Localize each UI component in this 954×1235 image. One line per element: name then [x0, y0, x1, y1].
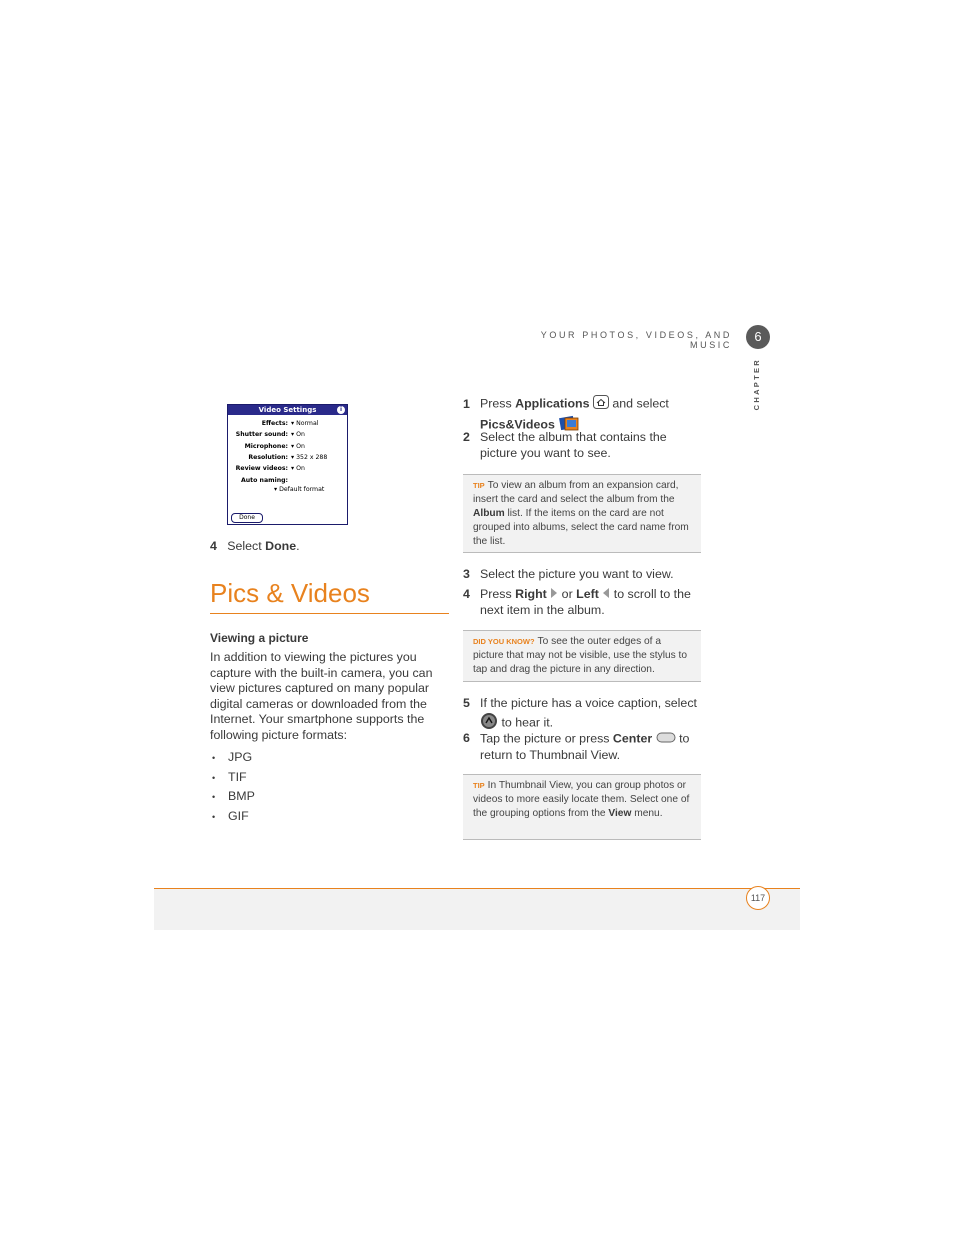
- info-icon: i: [337, 406, 345, 414]
- section-title: Pics & Videos: [210, 578, 370, 608]
- tip-tag: TIP: [473, 781, 485, 790]
- tip-thumbnail-grouping: TIP In Thumbnail View, you can group photos or videos to more easily locate them. Select one of the grouping options from the View menu.: [463, 774, 701, 840]
- list-item: • GIF: [212, 808, 249, 823]
- step-number: 4: [463, 587, 470, 601]
- step-number: 2: [463, 430, 470, 444]
- step-number: 6: [463, 731, 470, 745]
- setting-value: ▾ Normal: [291, 420, 319, 427]
- step-3: 3 Select the picture you want to view.: [463, 567, 674, 581]
- section-divider: [210, 613, 449, 614]
- subheading: Viewing a picture: [210, 631, 309, 645]
- device-title: Video Settings: [258, 406, 317, 414]
- setting-label: Shutter sound:: [235, 431, 288, 438]
- applications-home-icon: [593, 395, 609, 414]
- dropdown-arrow-icon: ▾: [291, 420, 297, 427]
- setting-label: Auto naming:: [240, 477, 288, 484]
- tip-tag: TIP: [473, 481, 485, 490]
- step-number: 1: [463, 396, 470, 411]
- center-button-icon: [656, 731, 676, 748]
- dropdown-arrow-icon: ▾: [291, 431, 297, 438]
- setting-value: ▾ On: [291, 465, 305, 472]
- step-number: 3: [463, 567, 470, 581]
- step-6: 6 Tap the picture or press Center to return to Thumbnail View.: [463, 731, 690, 762]
- tip-album-expansion-card: TIP To view an album from an expansion card, insert the card and select the album from the Album list. If the items on the card are not grouped into albums, select the card name from the list.: [463, 474, 701, 553]
- setting-value: ▾ On: [291, 443, 305, 450]
- chapter-number-badge: 6: [746, 325, 770, 349]
- list-item: • TIF: [212, 769, 247, 784]
- setting-label: Resolution:: [248, 454, 288, 461]
- setting-value: ▾ 352 x 288: [291, 454, 328, 461]
- dropdown-arrow-icon: ▾: [291, 443, 297, 450]
- did-you-know-outer-edges: DID YOU KNOW? To see the outer edges of a picture that may not be visible, use the stylus to tap and drag the picture in any direction.: [463, 630, 701, 682]
- step-number: 4: [210, 539, 217, 553]
- step-1: 1 Press Applications and select Pics&Videos: [463, 395, 703, 436]
- step-5: 5 If the picture has a voice caption, select to hear it.: [463, 696, 703, 734]
- setting-label: Effects:: [261, 420, 288, 427]
- dropdown-arrow-icon: ▾: [291, 465, 297, 472]
- tip-tag: DID YOU KNOW?: [473, 637, 535, 646]
- list-item: • JPG: [212, 750, 253, 764]
- done-button: Done: [231, 513, 263, 523]
- step-number: 5: [463, 696, 470, 710]
- setting-label: Review videos:: [235, 465, 288, 472]
- step-4-select-done: 4 Select Done.: [210, 539, 300, 553]
- footer-divider: [154, 888, 800, 889]
- list-item: • BMP: [212, 789, 255, 803]
- setting-label: Microphone:: [244, 443, 288, 450]
- intro-paragraph: In addition to viewing the pictures you capture with the built-in camera, you can view pictures captured on many popular digital cameras or downloaded from the Internet. Your smartphone supports the following picture formats:: [210, 650, 433, 742]
- format-list: [212, 750, 255, 828]
- setting-value: ▾ On: [291, 431, 305, 438]
- video-settings-screenshot: [227, 404, 348, 525]
- device-title-bar: [228, 405, 347, 415]
- step-2: 2 Select the album that contains the picture you want to see.: [463, 430, 667, 460]
- chapter-label: CHAPTER: [752, 358, 761, 411]
- dropdown-arrow-icon: ▾: [274, 486, 280, 493]
- running-header: YOUR PHOTOS, VIDEOS, AND MUSIC: [540, 330, 732, 350]
- step-4-scroll: 4 Press Right or Left to scroll to the next item in the album.: [463, 587, 691, 617]
- setting-auto-naming-value: ▾ Default format: [274, 486, 325, 493]
- page-number: 117: [746, 886, 770, 910]
- dropdown-arrow-icon: ▾: [291, 454, 297, 461]
- footer-band: [154, 889, 800, 930]
